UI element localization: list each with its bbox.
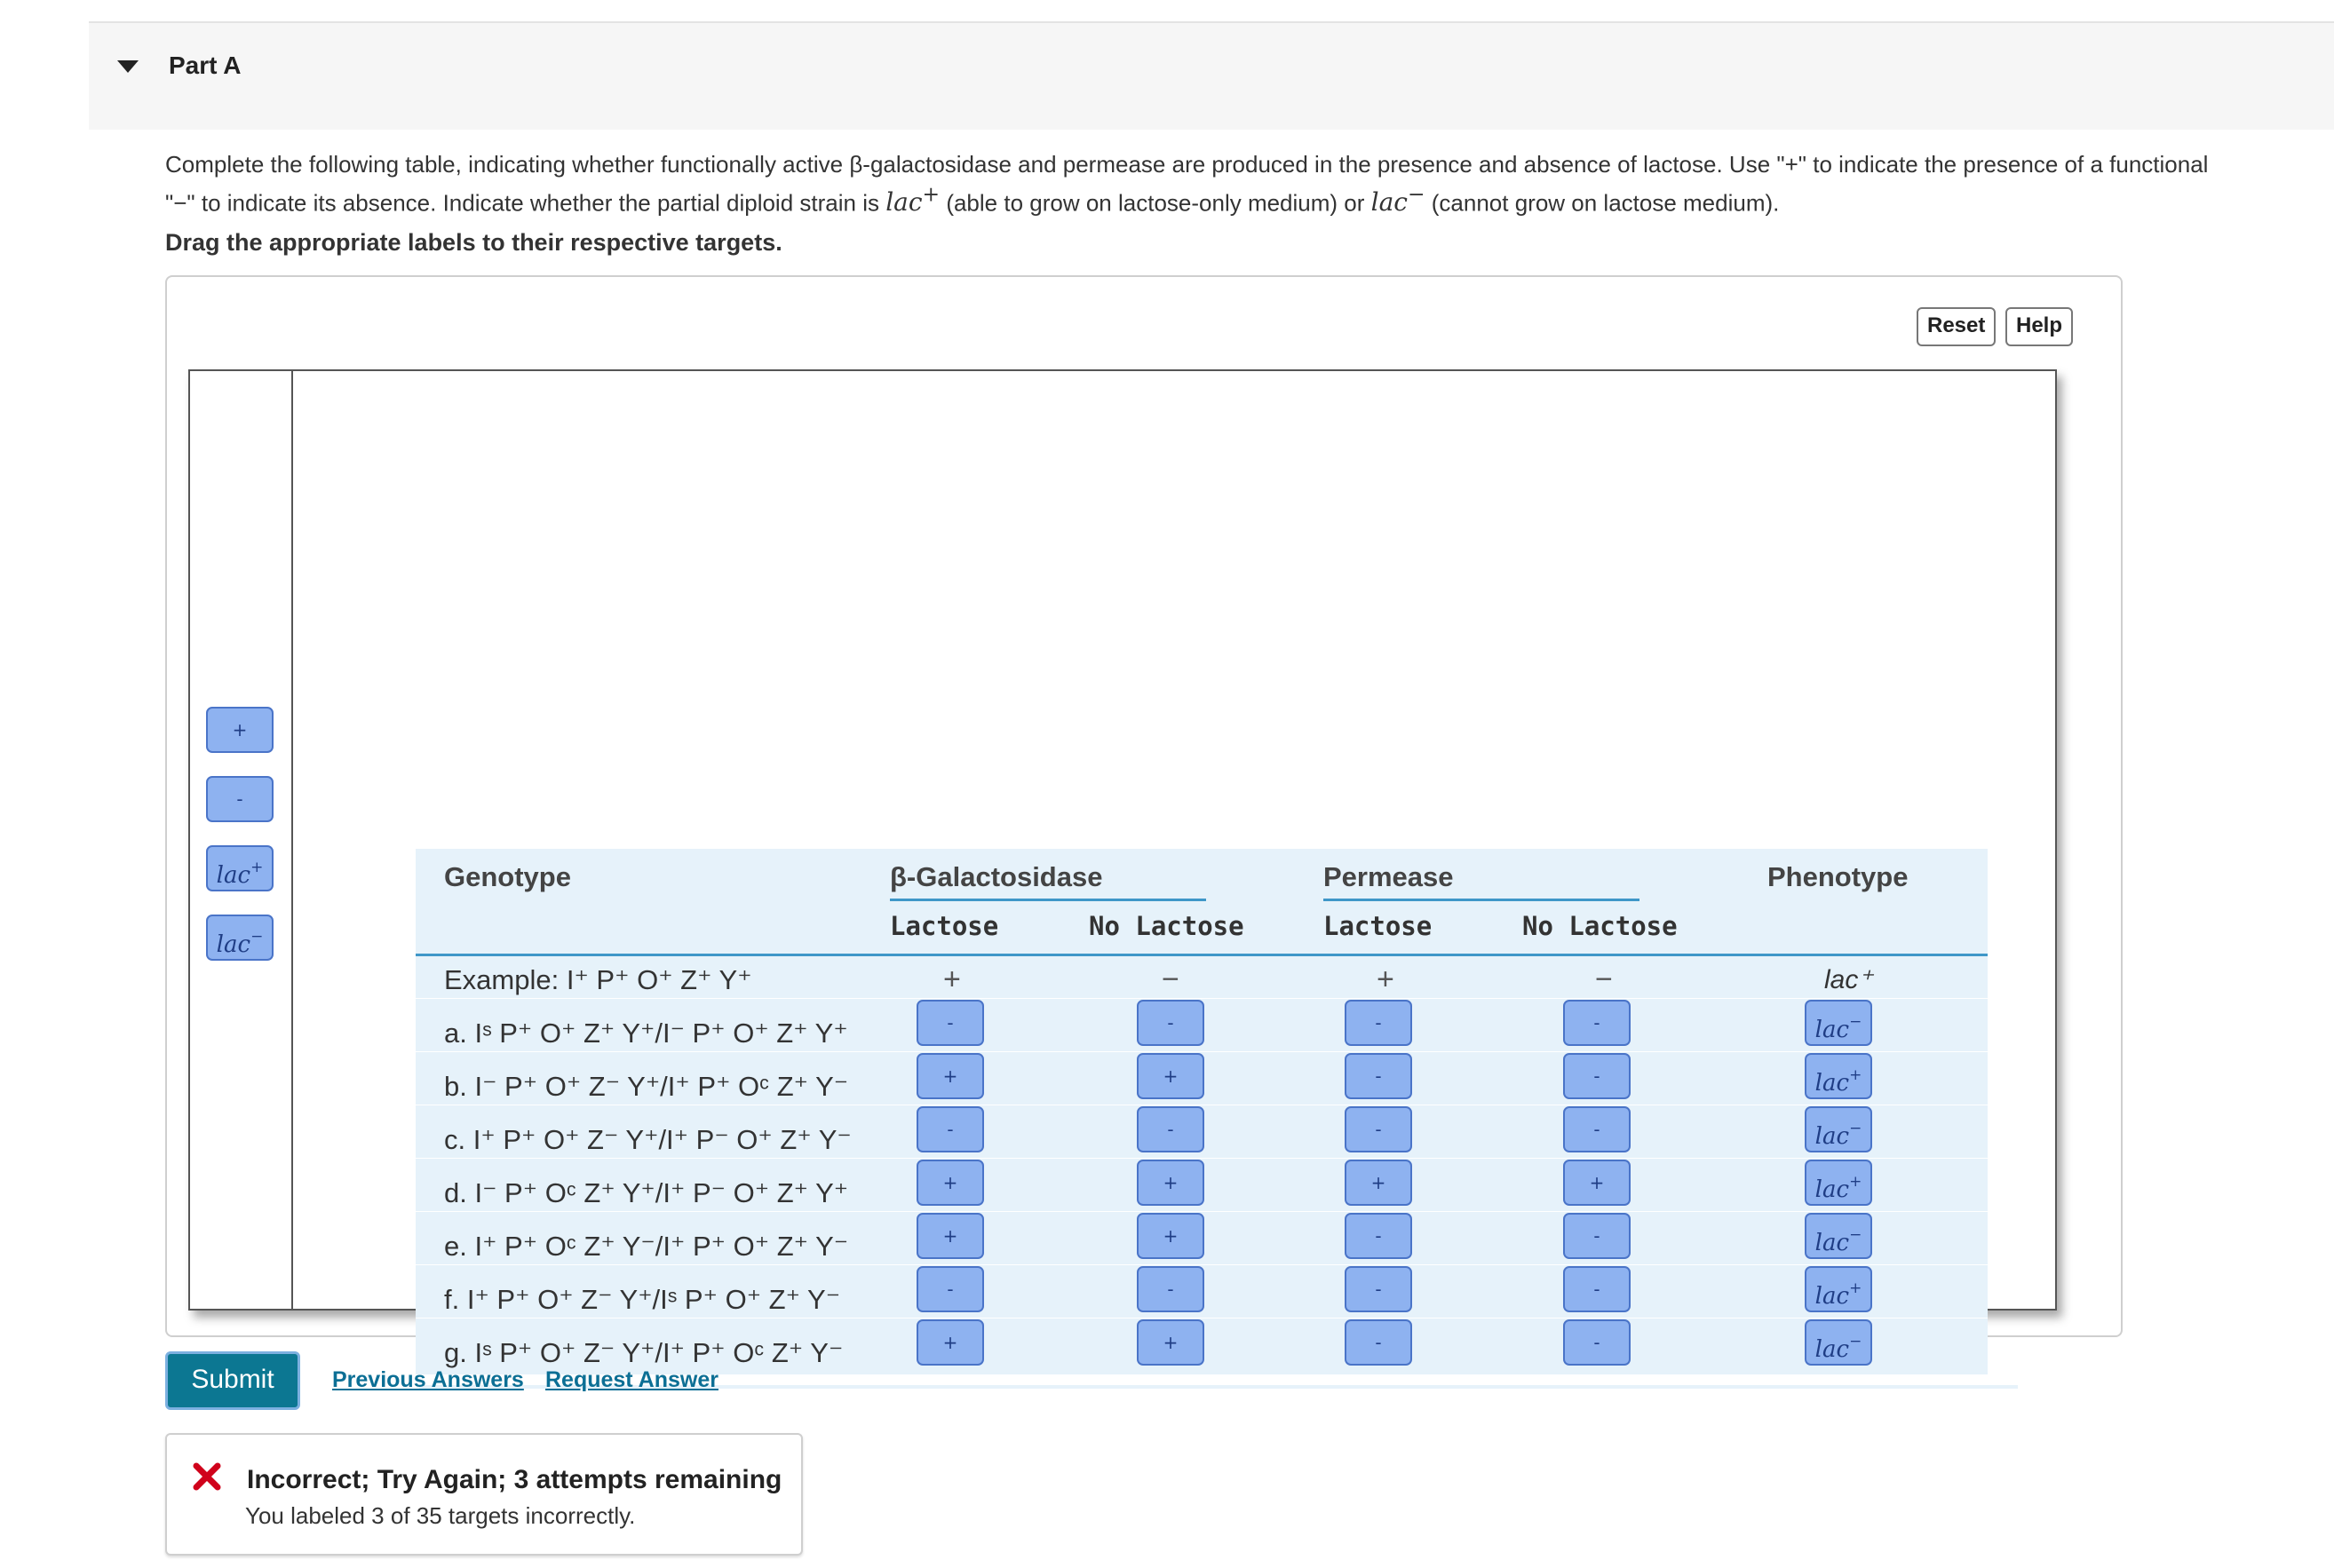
row-divider bbox=[416, 998, 1988, 999]
feedback-title: Incorrect; Try Again; 3 attempts remaining bbox=[247, 1465, 782, 1494]
target-f-bg-lactose[interactable] bbox=[917, 1266, 984, 1312]
lac-text: lac bbox=[885, 187, 923, 218]
target-e-phenotype[interactable] bbox=[1805, 1213, 1872, 1259]
label-text bbox=[1814, 1120, 1862, 1150]
example-genotype: Example: I⁺ P⁺ O⁺ Z⁺ Y⁺ bbox=[444, 964, 752, 995]
label-text: - bbox=[1375, 1279, 1382, 1300]
example-pm-lactose: + bbox=[1377, 962, 1394, 996]
part-title: Part A bbox=[169, 51, 242, 79]
target-e-bg-lactose[interactable] bbox=[917, 1213, 984, 1259]
lac-text: lac bbox=[216, 862, 251, 889]
label-text: + bbox=[1163, 1172, 1179, 1193]
label-text bbox=[1814, 1013, 1862, 1043]
target-a-phenotype[interactable] bbox=[1805, 1000, 1872, 1046]
part-header[interactable] bbox=[89, 23, 2334, 130]
row-divider bbox=[416, 1318, 1988, 1319]
drop-canvas bbox=[188, 369, 2057, 1368]
label-text: + bbox=[942, 1225, 958, 1247]
label-text: + bbox=[942, 1065, 958, 1087]
target-c-pm-no-lactose[interactable] bbox=[1563, 1106, 1631, 1152]
label-text: + bbox=[1163, 1332, 1179, 1353]
label-text: + bbox=[232, 719, 248, 740]
phenotype-sup: − bbox=[1849, 1120, 1862, 1137]
palette-lac-plus-label[interactable] bbox=[206, 845, 274, 891]
palette-minus-label[interactable] bbox=[206, 776, 274, 822]
label-text: - bbox=[1375, 1012, 1382, 1033]
instr-part: (cannot grow on lactose medium). bbox=[1425, 189, 1780, 217]
target-f-phenotype[interactable] bbox=[1805, 1266, 1872, 1312]
genotype-row-d: d. I⁻ P⁺ Oᶜ Z⁺ Y⁺/I⁺ P⁻ O⁺ Z⁺ Y⁺ bbox=[444, 1177, 849, 1208]
target-f-bg-no-lactose[interactable] bbox=[1137, 1266, 1204, 1312]
palette-plus-label[interactable] bbox=[206, 707, 274, 753]
reset-button[interactable]: Reset bbox=[1917, 307, 1996, 346]
label-text bbox=[1814, 1279, 1862, 1310]
error-x-icon bbox=[192, 1461, 222, 1492]
drag-instruction: Drag the appropriate labels to their respective targets. bbox=[165, 229, 782, 256]
target-c-bg-no-lactose[interactable] bbox=[1137, 1106, 1204, 1152]
instructions-line-1: Complete the following table, indicating whether functionally active β-galactosidase and permease are produced in the presence and absence of lactose. Use "+" to indicate the presence of a functional bbox=[165, 151, 2209, 178]
label-text: - bbox=[1593, 1012, 1600, 1033]
submit-button[interactable]: Submit bbox=[165, 1351, 300, 1410]
target-b-pm-lactose[interactable] bbox=[1345, 1053, 1412, 1099]
label-text bbox=[1814, 1066, 1862, 1097]
example-bg-no-lactose: − bbox=[1162, 962, 1179, 996]
instructions-line-2 bbox=[165, 179, 2208, 218]
feedback-message: You labeled 3 of 35 targets incorrectly. bbox=[245, 1502, 636, 1529]
label-text: + bbox=[1163, 1225, 1179, 1247]
label-text: + bbox=[942, 1172, 958, 1193]
target-c-bg-lactose[interactable] bbox=[917, 1106, 984, 1152]
phenotype-sup: − bbox=[1849, 1333, 1862, 1350]
drag-activity-panel bbox=[165, 275, 2123, 1368]
label-text: + bbox=[1589, 1172, 1605, 1193]
subheader-bg-lactose: Lactose bbox=[890, 911, 999, 941]
genotype-row-b: b. I⁻ P⁺ O⁺ Z⁻ Y⁺/I⁺ P⁺ Oᶜ Z⁺ Y⁻ bbox=[444, 1071, 849, 1102]
lac-plus-term bbox=[885, 182, 941, 218]
label-text: + bbox=[1163, 1065, 1179, 1087]
label-text bbox=[216, 859, 264, 889]
lac-text: lac bbox=[1814, 1070, 1850, 1097]
target-e-pm-no-lactose[interactable] bbox=[1563, 1213, 1631, 1259]
help-button[interactable]: Help bbox=[2005, 307, 2073, 346]
beta-gal-rule bbox=[890, 899, 1206, 901]
feedback-box bbox=[165, 1433, 803, 1556]
sup-plus: + bbox=[250, 859, 264, 876]
label-text: + bbox=[942, 1332, 958, 1353]
header-permease: Permease bbox=[1323, 861, 1454, 892]
instr-part: (able to grow on lactose-only medium) or bbox=[940, 189, 1371, 217]
example-phenotype: lac⁺ bbox=[1824, 965, 1873, 994]
instructions-text bbox=[165, 149, 2208, 218]
label-text: - bbox=[947, 1119, 954, 1140]
previous-answers-link[interactable]: Previous Answers bbox=[332, 1367, 524, 1392]
target-c-pm-lactose[interactable] bbox=[1345, 1106, 1412, 1152]
phenotype-sup: + bbox=[1849, 1173, 1862, 1191]
label-text bbox=[1814, 1226, 1862, 1256]
target-d-bg-lactose[interactable] bbox=[917, 1160, 984, 1206]
lac-text: lac bbox=[216, 931, 251, 958]
label-text: - bbox=[1593, 1332, 1600, 1353]
label-text bbox=[1814, 1333, 1862, 1363]
label-text: + bbox=[1370, 1172, 1386, 1193]
target-e-pm-lactose[interactable] bbox=[1345, 1213, 1412, 1259]
sup-minus: − bbox=[250, 928, 264, 946]
subheader-pm-no-lactose: No Lactose bbox=[1522, 911, 1678, 941]
lac-minus-term bbox=[1370, 182, 1425, 218]
lac-text: lac bbox=[1370, 187, 1408, 218]
label-text bbox=[216, 928, 264, 958]
phenotype-sup: + bbox=[1849, 1279, 1862, 1297]
genotype-row-f: f. I⁺ P⁺ O⁺ Z⁻ Y⁺/Iˢ P⁺ O⁺ Z⁺ Y⁻ bbox=[444, 1284, 841, 1315]
target-g-pm-lactose[interactable] bbox=[1345, 1319, 1412, 1366]
header-beta-gal: β-Galactosidase bbox=[890, 861, 1103, 892]
lac-text: lac bbox=[1814, 1336, 1850, 1363]
target-d-pm-no-lactose[interactable] bbox=[1563, 1160, 1631, 1206]
label-text: - bbox=[1375, 1065, 1382, 1087]
example-pm-no-lactose: − bbox=[1595, 962, 1613, 996]
target-g-bg-lactose[interactable] bbox=[917, 1319, 984, 1366]
row-divider bbox=[416, 1211, 1988, 1212]
label-text: - bbox=[1375, 1119, 1382, 1140]
label-text: - bbox=[1167, 1279, 1174, 1300]
target-d-phenotype[interactable] bbox=[1805, 1160, 1872, 1206]
genotype-row-e: e. I⁺ P⁺ Oᶜ Z⁺ Y⁻/I⁺ P⁺ O⁺ Z⁺ Y⁻ bbox=[444, 1231, 849, 1262]
target-a-pm-lactose[interactable] bbox=[1345, 1000, 1412, 1046]
phenotype-sup: − bbox=[1849, 1013, 1862, 1031]
target-b-bg-lactose[interactable] bbox=[917, 1053, 984, 1099]
row-divider bbox=[416, 1264, 1988, 1265]
label-text: - bbox=[236, 788, 243, 810]
lac-text: lac bbox=[1814, 1176, 1850, 1203]
subheader-bg-no-lactose: No Lactose bbox=[1089, 911, 1244, 941]
header-genotype: Genotype bbox=[444, 861, 571, 892]
label-text: - bbox=[1167, 1119, 1174, 1140]
request-answer-link[interactable]: Request Answer bbox=[545, 1367, 718, 1392]
sup-plus: + bbox=[922, 182, 941, 207]
header-bottom-rule bbox=[416, 954, 1988, 956]
label-text: - bbox=[1375, 1332, 1382, 1353]
lac-text: lac bbox=[1814, 1017, 1850, 1043]
genotype-row-c: c. I⁺ P⁺ O⁺ Z⁻ Y⁺/I⁺ P⁻ O⁺ Z⁺ Y⁻ bbox=[444, 1124, 852, 1155]
permease-rule bbox=[1323, 899, 1639, 901]
sup-minus: − bbox=[1407, 182, 1425, 207]
target-f-pm-no-lactose[interactable] bbox=[1563, 1266, 1631, 1312]
palette-lac-minus-label[interactable] bbox=[206, 915, 274, 961]
label-text: - bbox=[1593, 1225, 1600, 1247]
target-d-bg-no-lactose[interactable] bbox=[1137, 1160, 1204, 1206]
target-c-phenotype[interactable] bbox=[1805, 1106, 1872, 1152]
phenotype-sup: + bbox=[1849, 1066, 1862, 1084]
label-text: - bbox=[1167, 1012, 1174, 1033]
genotype-row-g: g. Iˢ P⁺ O⁺ Z⁻ Y⁺/I⁺ P⁺ Oᶜ Z⁺ Y⁻ bbox=[444, 1337, 844, 1368]
lac-text: lac bbox=[1814, 1123, 1850, 1150]
target-e-bg-no-lactose[interactable] bbox=[1137, 1213, 1204, 1259]
palette-divider bbox=[291, 371, 293, 1309]
label-text: - bbox=[947, 1012, 954, 1033]
collapse-caret-icon[interactable] bbox=[117, 60, 139, 73]
label-text: - bbox=[1375, 1225, 1382, 1247]
row-divider bbox=[416, 1158, 1988, 1159]
target-f-pm-lactose[interactable] bbox=[1345, 1266, 1412, 1312]
target-a-pm-no-lactose[interactable] bbox=[1563, 1000, 1631, 1046]
phenotype-sup: − bbox=[1849, 1226, 1862, 1244]
target-g-phenotype[interactable] bbox=[1805, 1319, 1872, 1366]
label-text: - bbox=[1593, 1119, 1600, 1140]
target-b-pm-no-lactose[interactable] bbox=[1563, 1053, 1631, 1099]
example-bg-lactose: + bbox=[943, 962, 961, 996]
target-g-pm-no-lactose[interactable] bbox=[1563, 1319, 1631, 1366]
instr-part: "−" to indicate its absence. Indicate whether the partial diploid strain is bbox=[165, 189, 886, 217]
label-text: - bbox=[947, 1279, 954, 1300]
lac-text: lac bbox=[1814, 1230, 1850, 1256]
lac-text: lac bbox=[1814, 1283, 1850, 1310]
target-a-bg-lactose[interactable] bbox=[917, 1000, 984, 1046]
target-d-pm-lactose[interactable] bbox=[1345, 1160, 1412, 1206]
header-phenotype: Phenotype bbox=[1767, 861, 1909, 892]
target-a-bg-no-lactose[interactable] bbox=[1137, 1000, 1204, 1046]
target-b-bg-no-lactose[interactable] bbox=[1137, 1053, 1204, 1099]
row-divider bbox=[416, 1051, 1988, 1052]
subheader-pm-lactose: Lactose bbox=[1323, 911, 1433, 941]
target-b-phenotype[interactable] bbox=[1805, 1053, 1872, 1099]
target-g-bg-no-lactose[interactable] bbox=[1137, 1319, 1204, 1366]
genotype-row-a: a. Iˢ P⁺ O⁺ Z⁺ Y⁺/I⁻ P⁺ O⁺ Z⁺ Y⁺ bbox=[444, 1018, 848, 1049]
label-text: - bbox=[1593, 1279, 1600, 1300]
label-text: - bbox=[1593, 1065, 1600, 1087]
label-text bbox=[1814, 1173, 1862, 1203]
